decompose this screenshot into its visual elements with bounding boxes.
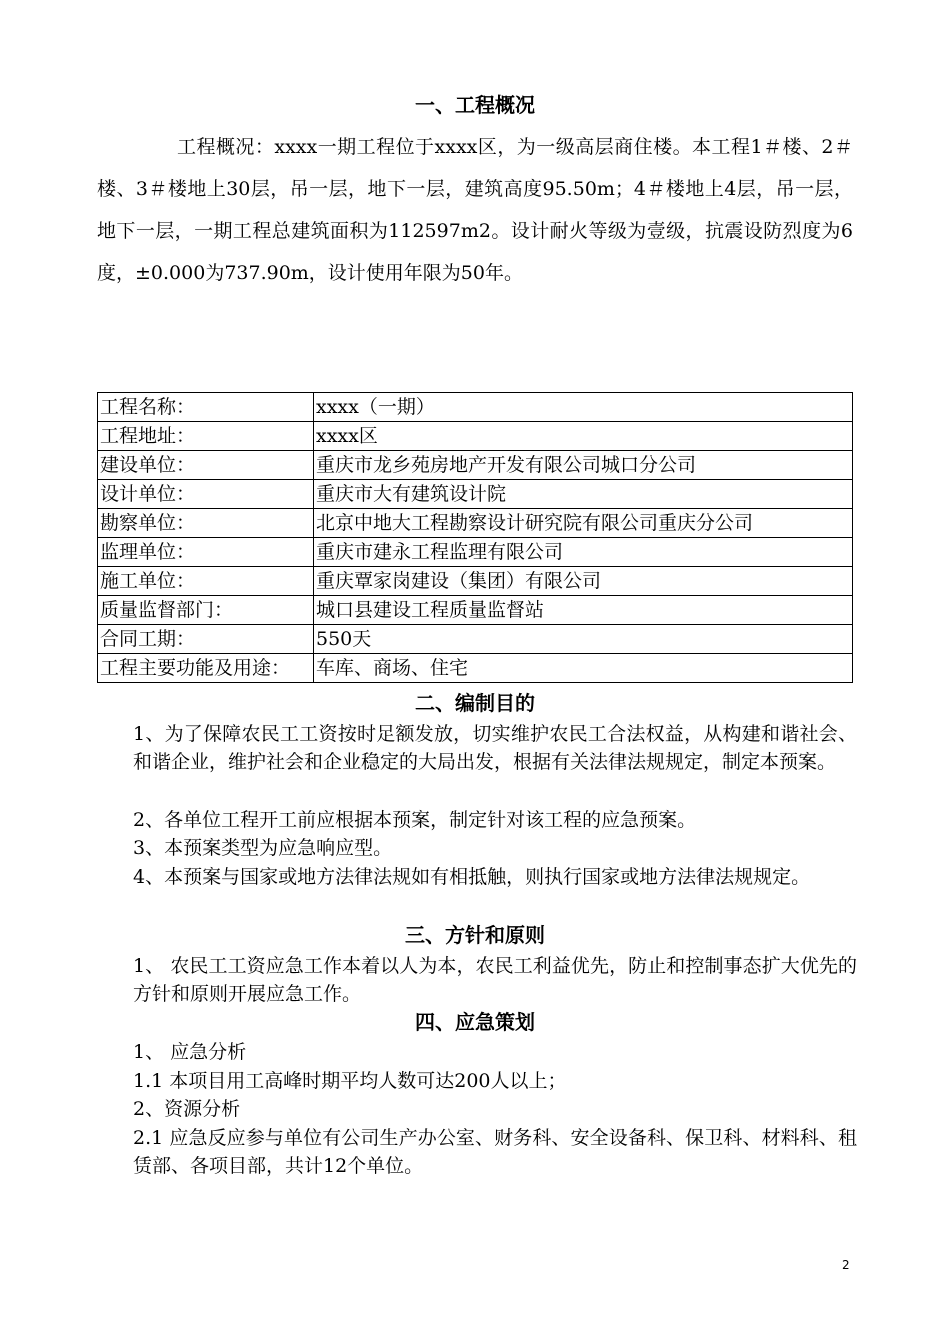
table-value: 重庆市龙乡苑房地产开发有限公司城口分公司 [314,451,853,480]
table-row [98,596,853,625]
purpose-item: 3、本预案类型为应急响应型。 [133,837,393,859]
table-value: 重庆市建永工程监理有限公司 [314,538,853,567]
table-row [98,538,853,567]
table-row [98,509,853,538]
table-label: 工程地址： [98,422,314,451]
section-title-principle: 三、方针和原则 [405,923,545,947]
table-label: 工程名称： [98,393,314,422]
overview-paragraph: 工程概况：xxxx一期工程位于xxxx区，为一级高层商住楼。本工程1＃楼、2＃楼、3＃楼地上30层，吊一层，地下一层，建筑高度95.50m；4＃楼地上4层，吊一层，地下一层，一期工程总建筑面积为112597m2。设计耐火等级为壹级，抗震设防烈度为6度，±0.000为737.90m，设计使用年限为50年。 [97,136,853,284]
table-value: 重庆覃家岗建设（集团）有限公司 [314,567,853,596]
table-row [98,451,853,480]
section-title-plan: 四、应急策划 [415,1010,535,1034]
table-label: 勘察单位： [98,509,314,538]
principle-item: 1、 农民工工资应急工作本着以人为本，农民工利益优先，防止和控制事态扩大优先的方针和原则开展应急工作。 [133,955,857,1005]
purpose-item: 2、各单位工程开工前应根据本预案，制定针对该工程的应急预案。 [133,809,697,831]
table-label: 施工单位： [98,567,314,596]
table-label: 合同工期： [98,625,314,654]
table-value: 重庆市大有建筑设计院 [314,480,853,509]
section-title-overview: 一、工程概况 [415,93,535,117]
table-row [98,567,853,596]
table-label: 设计单位： [98,480,314,509]
table-label: 质量监督部门： [98,596,314,625]
table-value: 城口县建设工程质量监督站 [314,596,853,625]
table-value: xxxx（一期） [314,393,853,422]
plan-item: 1、 应急分析 [133,1041,247,1063]
table-row [98,422,853,451]
table-label: 建设单位： [98,451,314,480]
table-row [98,654,853,683]
project-info-table [97,392,853,683]
table-value: 车库、商场、住宅 [314,654,853,683]
table-value: 550天 [314,625,853,654]
table-value: xxxx区 [314,422,853,451]
purpose-item: 4、本预案与国家或地方法律法规如有相抵触，则执行国家或地方法律法规规定。 [133,866,811,888]
table-row [98,480,853,509]
table-value: 北京中地大工程勘察设计研究院有限公司重庆分公司 [314,509,853,538]
table-row [98,625,853,654]
plan-item: 2、资源分析 [133,1098,241,1120]
table-label: 工程主要功能及用途： [98,654,314,683]
plan-item: 1.1 本项目用工高峰时期平均人数可达200人以上； [133,1070,567,1092]
plan-item: 2.1 应急反应参与单位有公司生产办公室、财务科、安全设备科、保卫科、材料科、租赁部、各项目部，共计12个单位。 [133,1127,857,1177]
table-row [98,393,853,422]
table-label: 监理单位： [98,538,314,567]
purpose-item: 1、为了保障农民工工资按时足额发放，切实维护农民工合法权益，从构建和谐社会、和谐企业，维护社会和企业稳定的大局出发，根据有关法律法规规定，制定本预案。 [133,723,857,773]
page-number: 2 [842,1258,850,1272]
section-title-purpose: 二、编制目的 [415,691,535,715]
